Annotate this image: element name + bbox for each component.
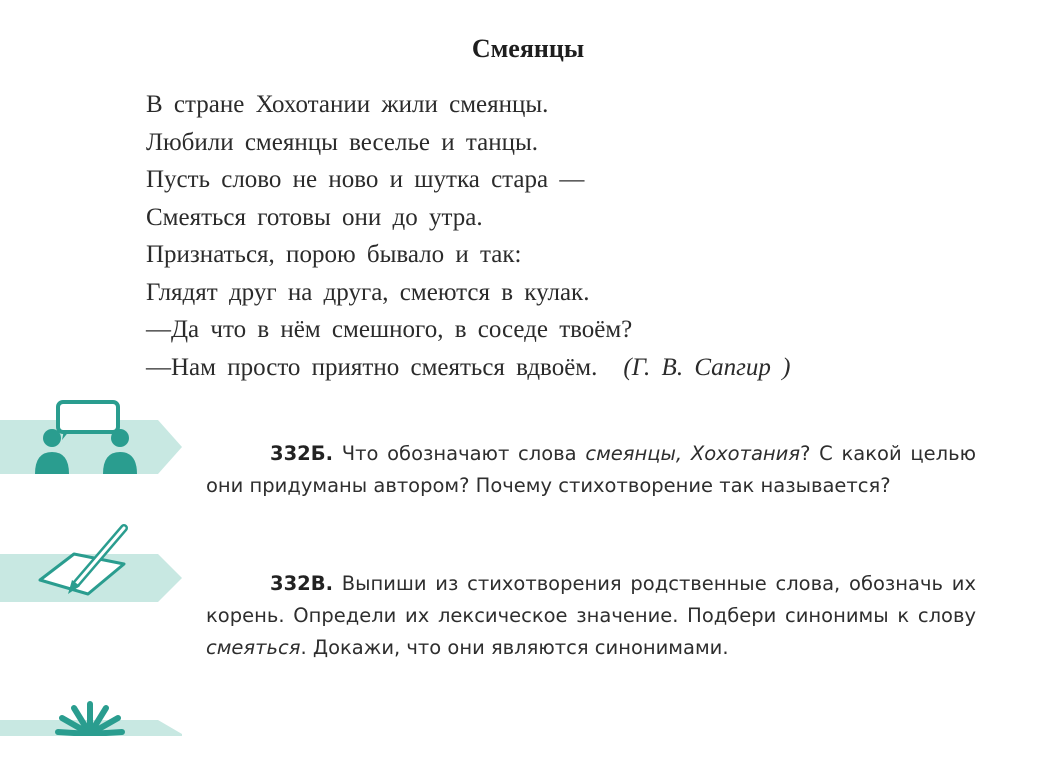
task-332v [206,568,976,664]
task-332b [206,438,976,502]
poem-line-text: —Нам просто приятно смеяться вдвоём. [146,353,598,381]
poem-line: Смеяться готовы они до утра. [146,203,483,231]
task-text: ? С какой целью они придуманы автором? Почему стихотворение так называется? [206,442,976,497]
poem-author: (Г. В. Сапгир ) [623,353,791,381]
task-emphasis: смеяться [206,636,301,659]
poem-line: Глядят друг на друга, смеются в кулак. [146,278,590,306]
task-text: Что обозначают слова [332,442,586,465]
poem-line-last [146,349,1006,387]
task-number: 332В. [270,572,333,595]
task-emphasis: смеянцы, Хохотания [585,442,801,465]
poem-line: Признаться, порою бывало и так: [146,241,522,268]
sunburst-icon [0,686,185,736]
task-number: 332Б. [270,442,333,465]
poem-line: Любили смеянцы веселье и танцы. [146,128,539,156]
task-text: . Докажи, что они являются синонимами. [300,636,729,659]
dialog-people-icon [0,398,185,480]
poem-line: Пусть слово не ново и шутка стара — [146,166,585,193]
task-text: Выпиши из стихотворения родственные слова, обозначь их корень. Определи их лексическое значение. Подбери синонимы к слову [206,572,976,627]
poem-line: В стране Хохотании жили смеянцы. [146,91,549,118]
pen-writing-icon [0,520,185,605]
poem-title: Смеянцы [471,34,585,63]
poem-line: —Да что в нём смешного, в соседе твоём? [146,316,633,343]
poem-body [146,86,1006,386]
